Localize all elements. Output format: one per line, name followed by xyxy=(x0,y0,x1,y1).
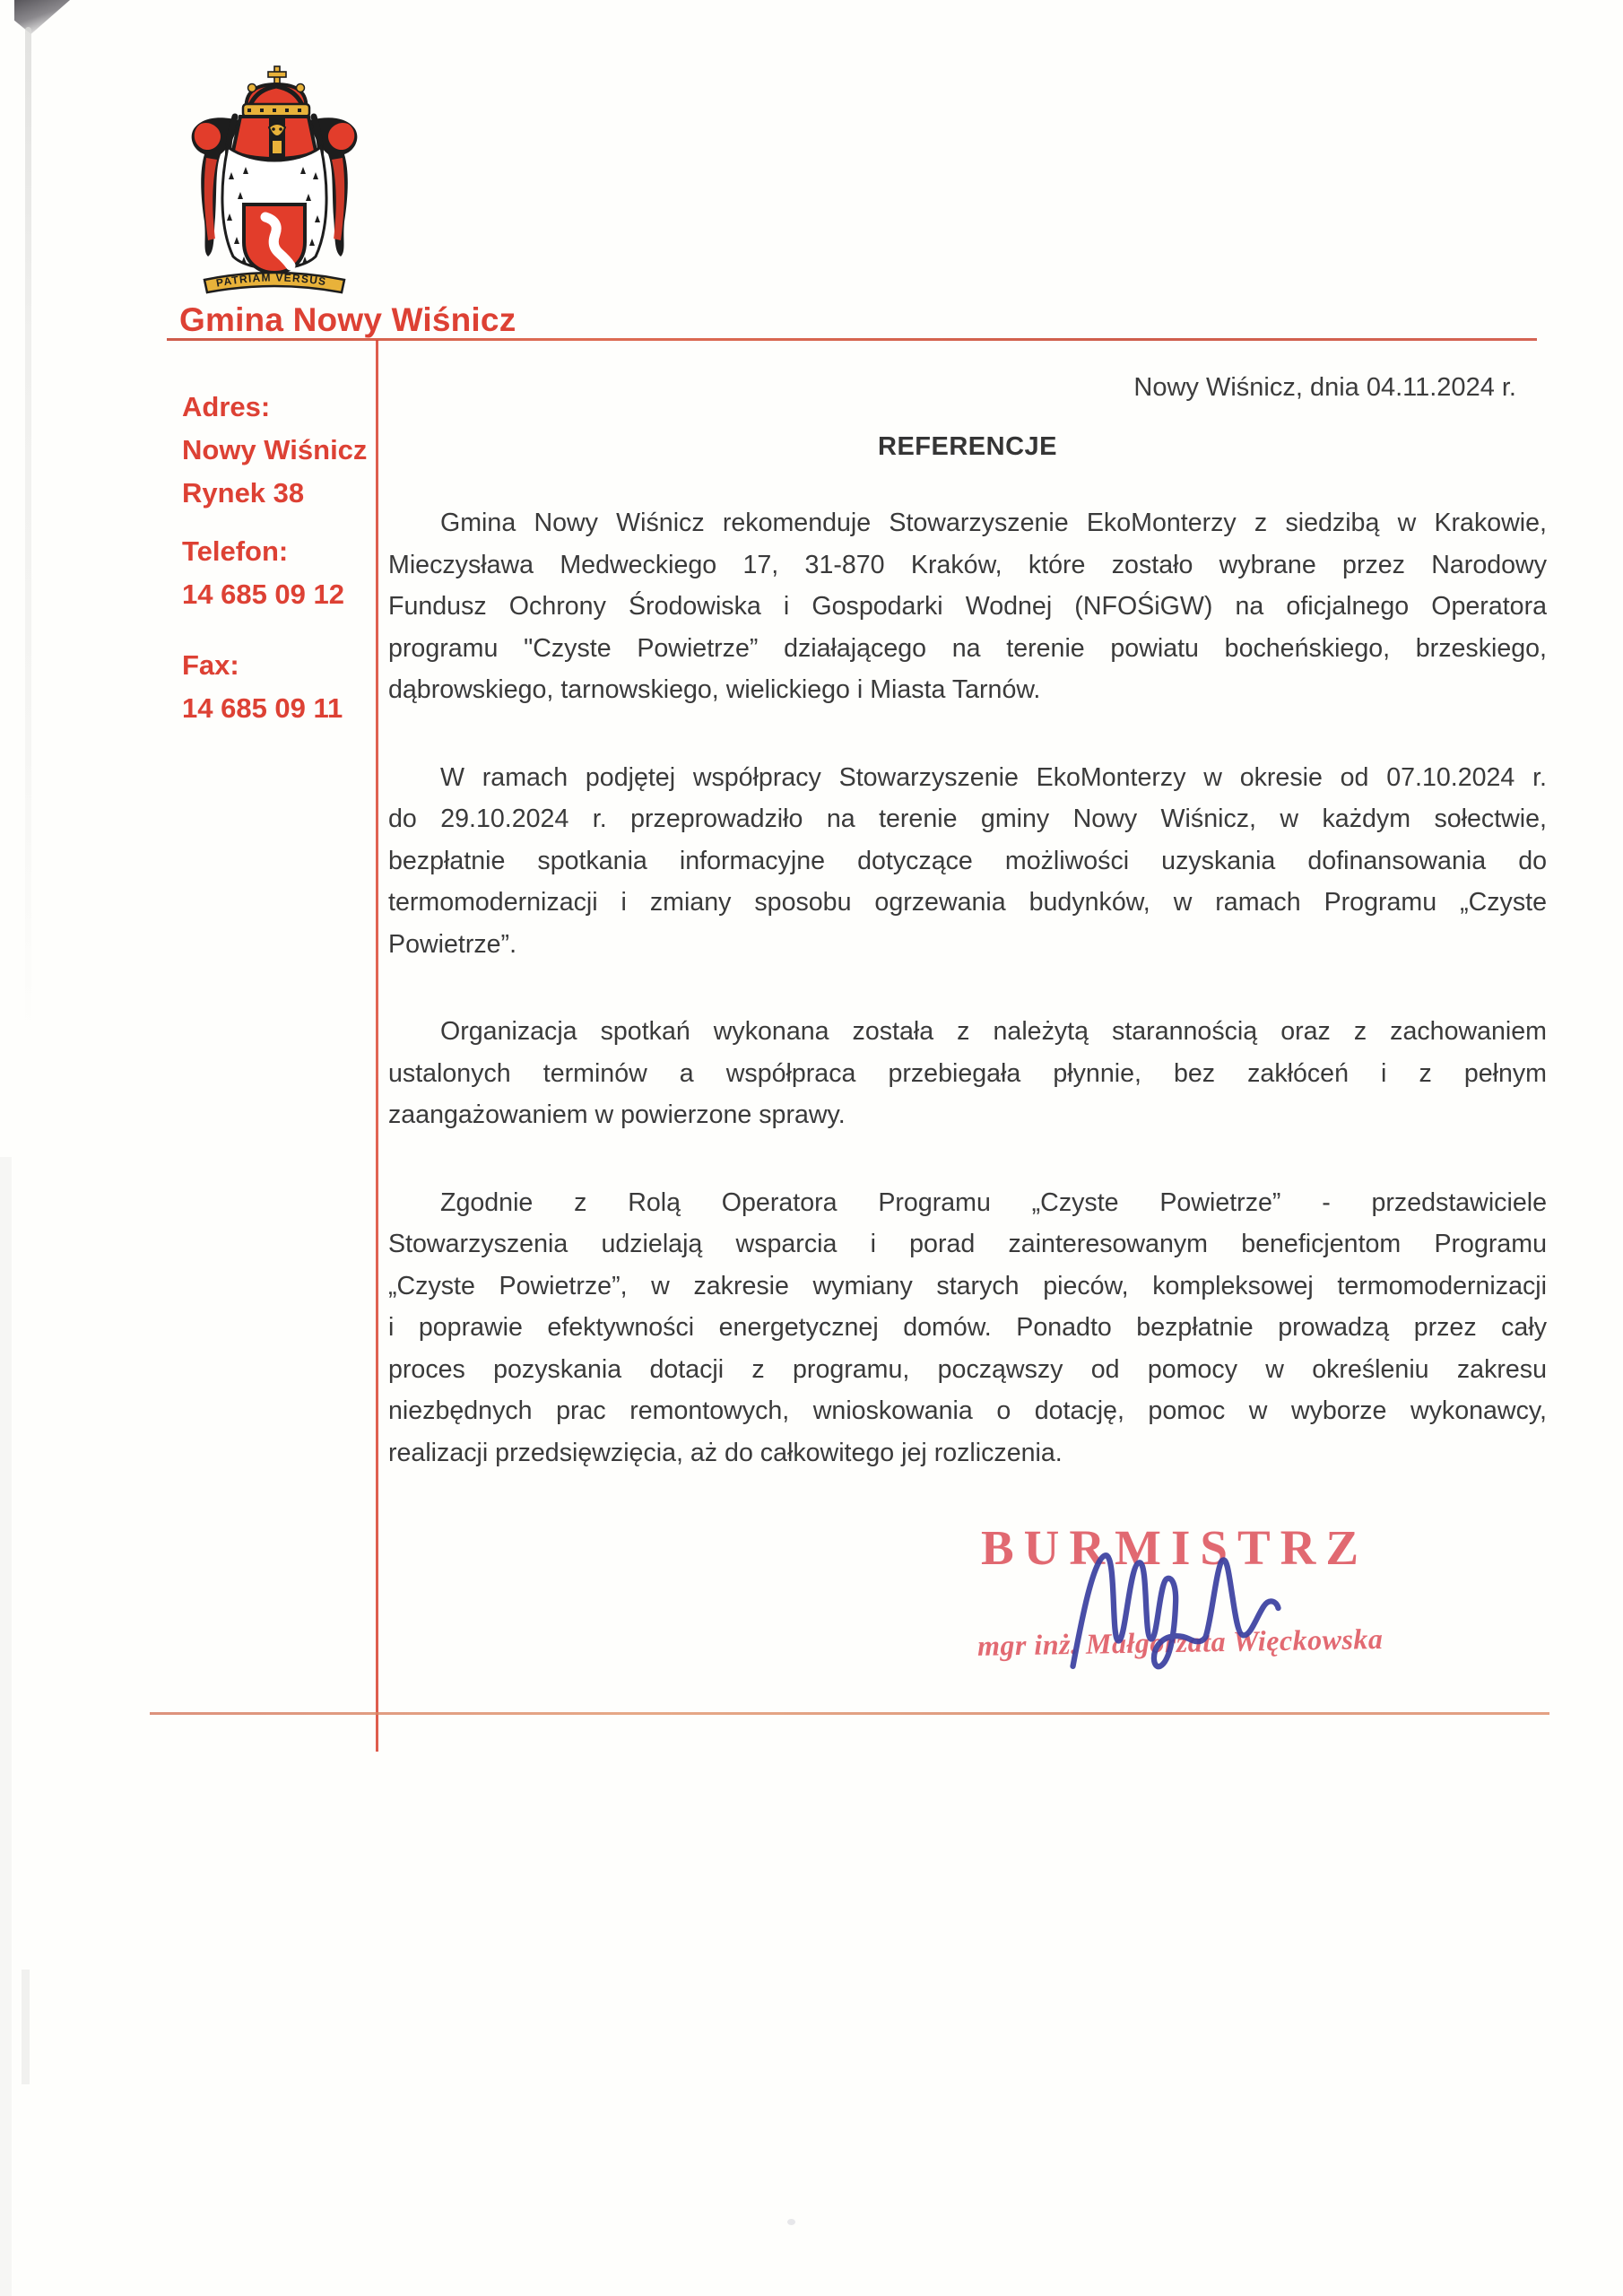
letter-line: Stowarzyszenia udzielają wsparcia i porad zainteresowanym beneficjentom Programu xyxy=(388,1230,1547,1258)
letter-line: do 29.10.2024 r. przeprowadziło na terenie gminy Nowy Wiśnicz, w każdym sołectwie, xyxy=(388,804,1547,833)
letter-line: ustalonych terminów a współpraca przebiegała płynnie, bez zakłóceń i z pełnym xyxy=(388,1058,1547,1088)
crest-drape xyxy=(233,115,316,161)
fax-number: 14 685 09 11 xyxy=(182,692,343,724)
letter-line: „Czyste Powietrze”, w zakresie wymiany starych pieców, kompleksowej termomodernizacji xyxy=(388,1271,1547,1300)
scan-artifact-corner-wedge xyxy=(14,0,70,34)
letter-line: Fundusz Ochrony Środowiska i Gospodarki Wodnej (NFOŚiGW) na oficjalnego Operatora xyxy=(388,592,1547,621)
letter-line: niezbędnych prac remontowych, wnioskowania o dotację, pomoc w wyborze wykonawcy, xyxy=(388,1396,1547,1425)
sidebar-divider-rule xyxy=(376,340,378,1752)
letter-line: W ramach podjętej współpracy Stowarzyszenie EkoMonterzy w okresie od 07.10.2024 r. xyxy=(440,762,1547,792)
letter-line: Gmina Nowy Wiśnicz rekomenduje Stowarzyszenie EkoMonterzy z siedzibą w Krakowie, xyxy=(440,509,1547,537)
letter-paragraphs xyxy=(388,502,1547,1474)
letter-line: realizacji przedsięwzięcia, aż do całkowitego jej rozliczenia. xyxy=(388,1438,1063,1467)
letter-line: Powietrze”. xyxy=(388,929,517,959)
scan-artifact-left-streak xyxy=(25,27,31,1040)
address-line: Nowy Wiśnicz xyxy=(182,434,368,465)
letter-paragraph xyxy=(388,1182,1547,1474)
address-label: Adres: xyxy=(182,391,271,422)
contact-sidebar xyxy=(182,386,375,730)
scan-artifact-bottomleft-strip xyxy=(22,1970,30,2084)
letter-line: i poprawie efektywności energetycznej domów. Ponadto bezpłatnie prowadzą przez cały xyxy=(388,1313,1547,1342)
letter-line: dąbrowskiego, tarnowskiego, wielickiego i Miasta Tarnów. xyxy=(388,675,1041,704)
fax-label: Fax: xyxy=(182,649,239,681)
letter-body xyxy=(388,370,1547,1519)
header-rule xyxy=(167,338,1537,341)
signature-ink xyxy=(1063,1541,1286,1677)
letter-title: REFERENCJE xyxy=(878,432,1057,461)
address-line: Rynek 38 xyxy=(182,477,305,509)
letter-paragraph xyxy=(388,1011,1547,1136)
letter-line: termomodernizacji i zmiany sposobu ogrzewania budynków, w ramach Programu „Czyste xyxy=(388,888,1547,917)
letter-paragraph xyxy=(388,502,1547,711)
crest-motto: PATRIAM VERSUS xyxy=(214,271,328,290)
letter-line: programu "Czyste Powietrze” działającego na terenie powiatu bocheńskiego, brzeskiego, xyxy=(388,633,1547,663)
phone-number: 14 685 09 12 xyxy=(182,578,345,610)
letter-line: proces pozyskania dotacji z programu, począwszy od pomocy w określeniu zakresu xyxy=(388,1354,1547,1384)
scan-artifact-left-band xyxy=(0,1157,12,2296)
letter-line: Mieczysława Medweckiego 17, 31-870 Kraków, które zostało wybrane przez Narodowy xyxy=(388,550,1547,579)
crest-banner xyxy=(204,271,344,292)
phone-label: Telefon: xyxy=(182,535,289,567)
letter-line: Zgodnie z Rolą Operatora Programu „Czyste Powietrze” - przedstawiciele xyxy=(440,1187,1547,1217)
stamp-signatory: mgr inż. Małgorzata Więckowska xyxy=(976,1622,1384,1662)
official-stamp xyxy=(976,1519,1384,1662)
crest-crown xyxy=(243,84,309,117)
stamp-role: BURMISTRZ xyxy=(980,1520,1369,1575)
crest-shield xyxy=(244,204,305,273)
letter-line: Organizacja spotkań wykonana została z należytą starannością oraz z zachowaniem xyxy=(440,1017,1547,1046)
letter-paragraph xyxy=(388,757,1547,966)
coat-of-arms-icon xyxy=(181,65,368,296)
org-name: Gmina Nowy Wiśnicz xyxy=(179,301,516,338)
letter-line: bezpłatnie spotkania informacyjne dotyczące możliwości uzyskania dofinansowania do xyxy=(388,846,1547,875)
dateline: Nowy Wiśnicz, dnia 04.11.2024 r. xyxy=(1133,373,1516,402)
scan-artifact-speck xyxy=(787,2219,795,2225)
footer-rule xyxy=(150,1712,1549,1715)
letter-line: zaangażowaniem w powierzone sprawy. xyxy=(388,1100,846,1129)
